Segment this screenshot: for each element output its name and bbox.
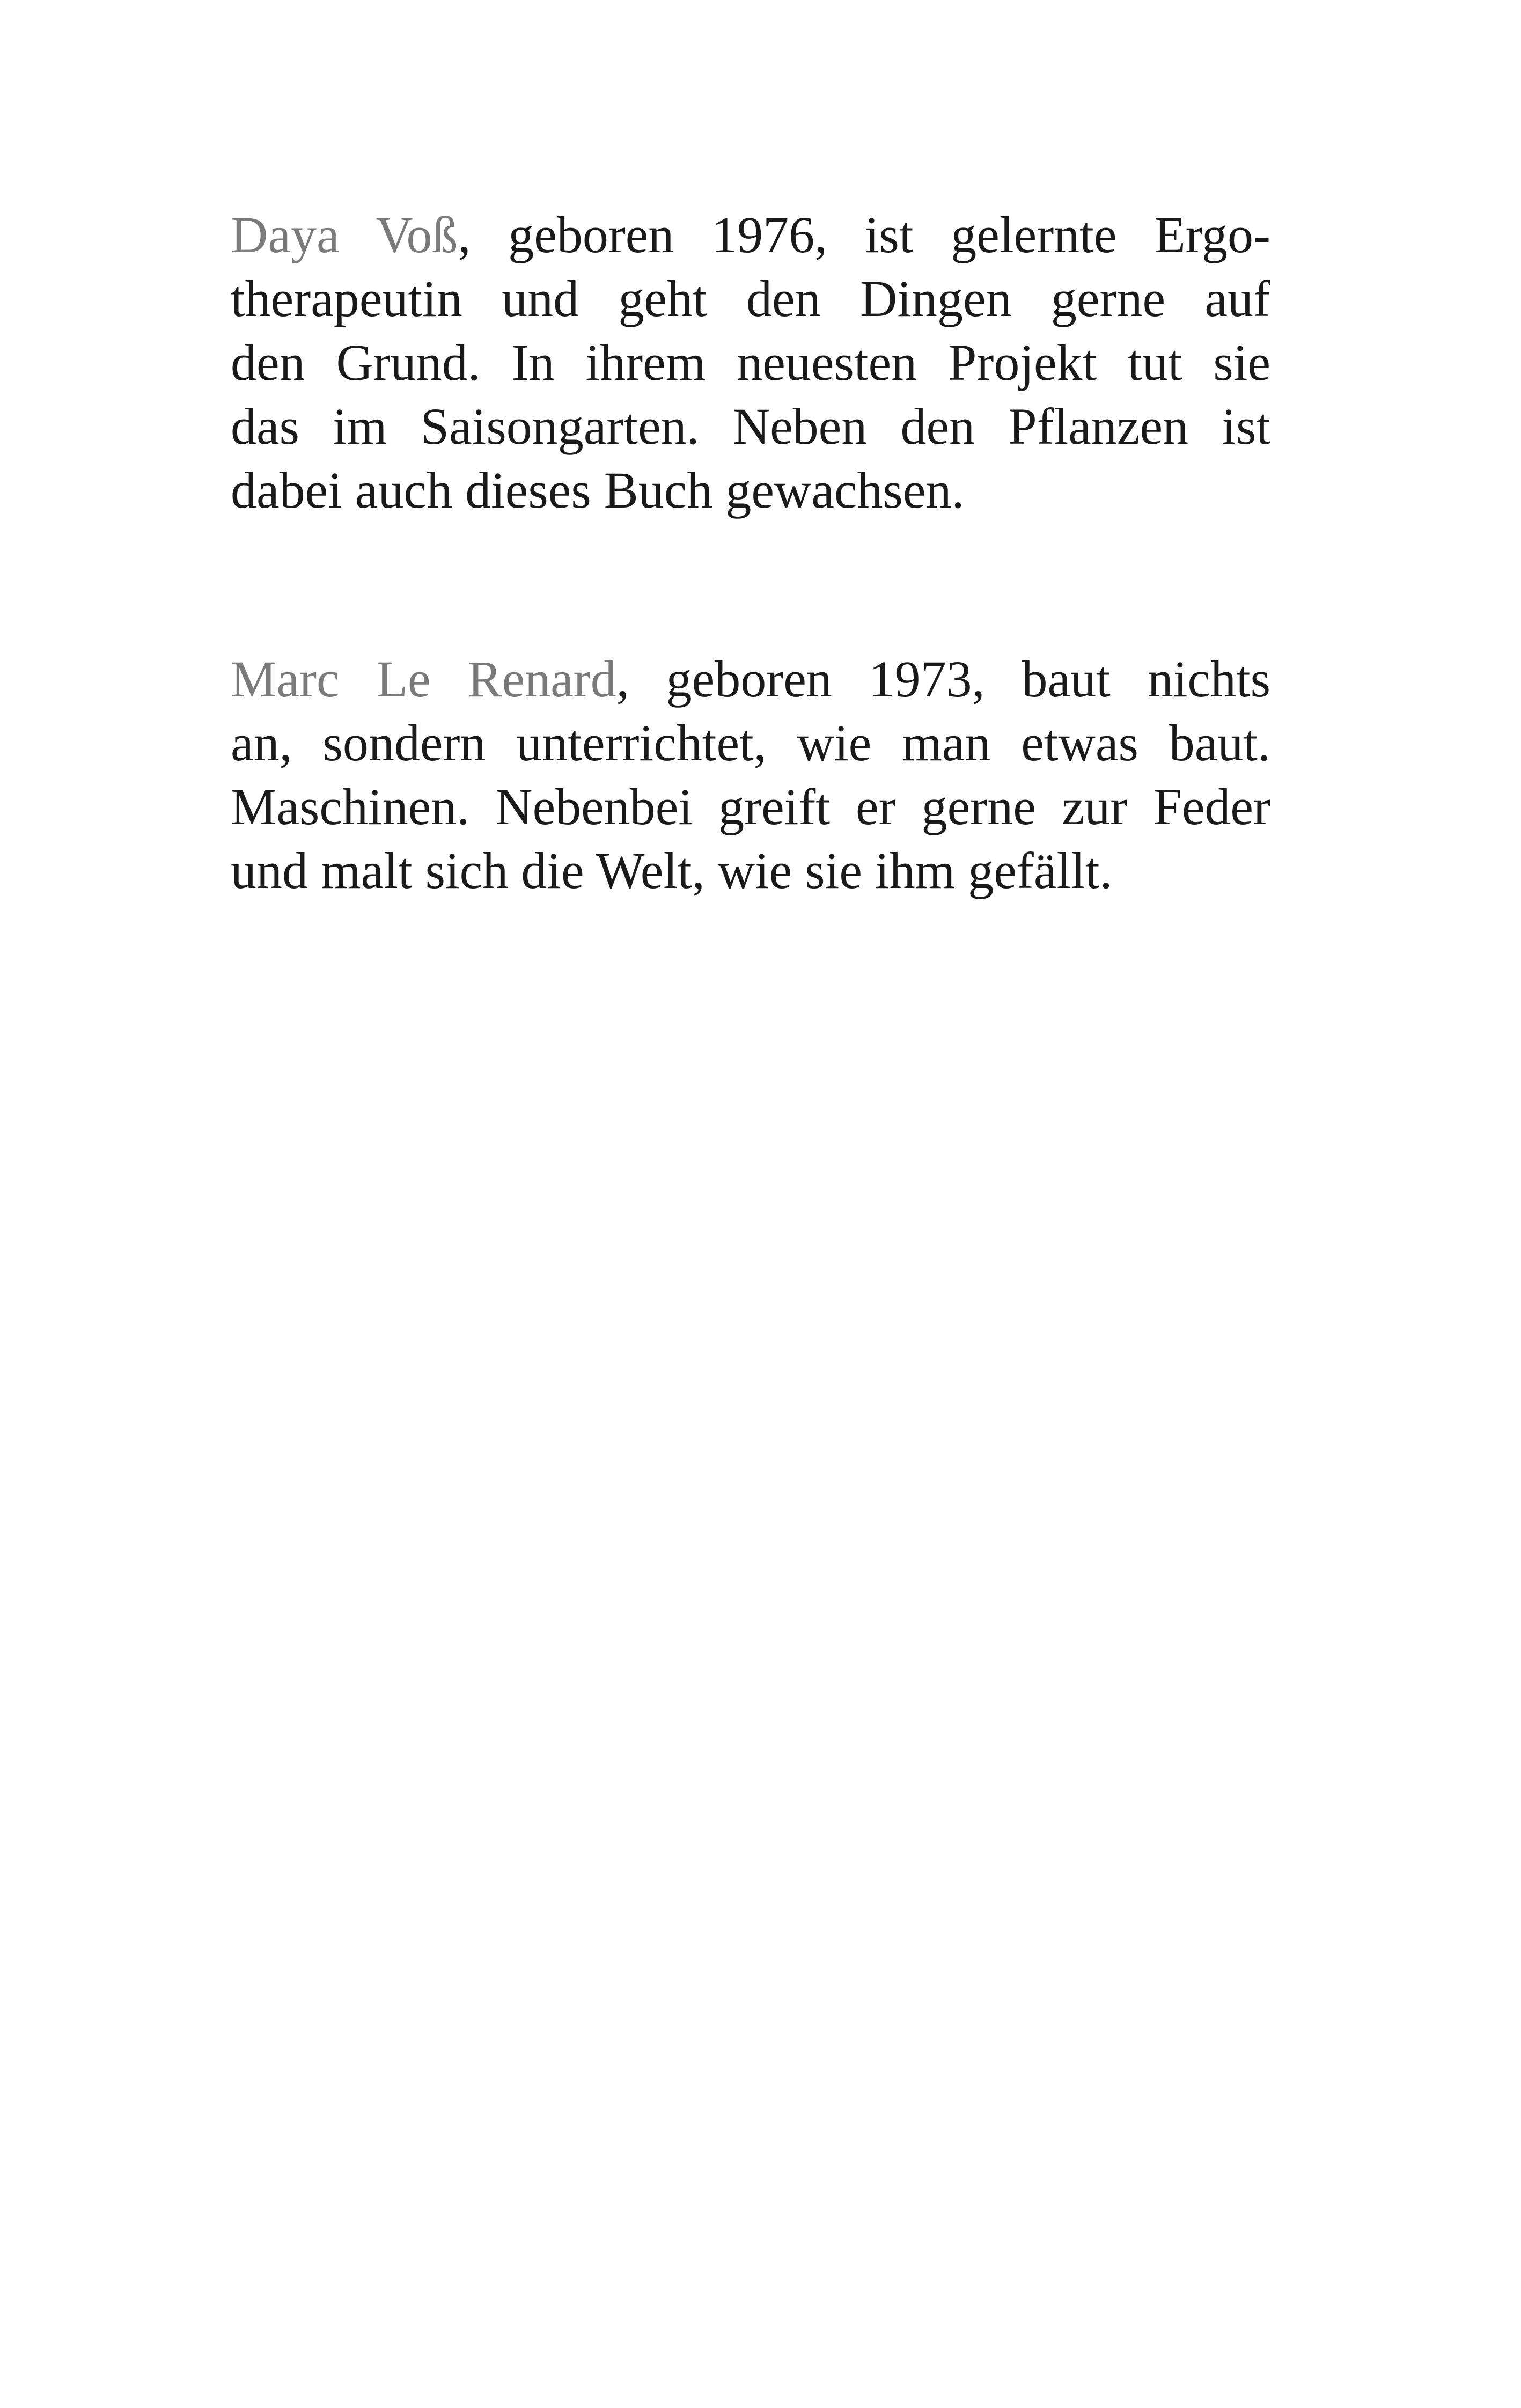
bio-line xyxy=(231,647,1270,711)
bio-line: Maschinen. Nebenbei greift er gerne zur Feder xyxy=(231,778,1270,835)
author-bio-daya-voss xyxy=(231,203,1270,522)
bio-line: therapeutin und geht den Dingen gerne auf xyxy=(231,270,1270,327)
bio-text: , geboren 1976, ist gelernte Ergo- xyxy=(458,206,1271,263)
author-bio-marc-le-renard xyxy=(231,647,1270,902)
bio-text: , geboren 1973, baut nichts xyxy=(616,650,1270,708)
bio-line: dabei auch dieses Buch gewachsen. xyxy=(231,461,965,519)
bio-line xyxy=(231,203,1270,267)
bio-line: an, sondern unterrichtet, wie man etwas baut. xyxy=(231,714,1270,772)
bio-line: und malt sich die Welt, wie sie ihm gefällt. xyxy=(231,842,1113,899)
bio-line: das im Saisongarten. Neben den Pflanzen ist xyxy=(231,398,1270,455)
author-name: Daya Voß xyxy=(231,206,458,263)
author-name: Marc Le Renard xyxy=(231,650,616,708)
bio-line: den Grund. In ihrem neuesten Projekt tut sie xyxy=(231,334,1270,391)
